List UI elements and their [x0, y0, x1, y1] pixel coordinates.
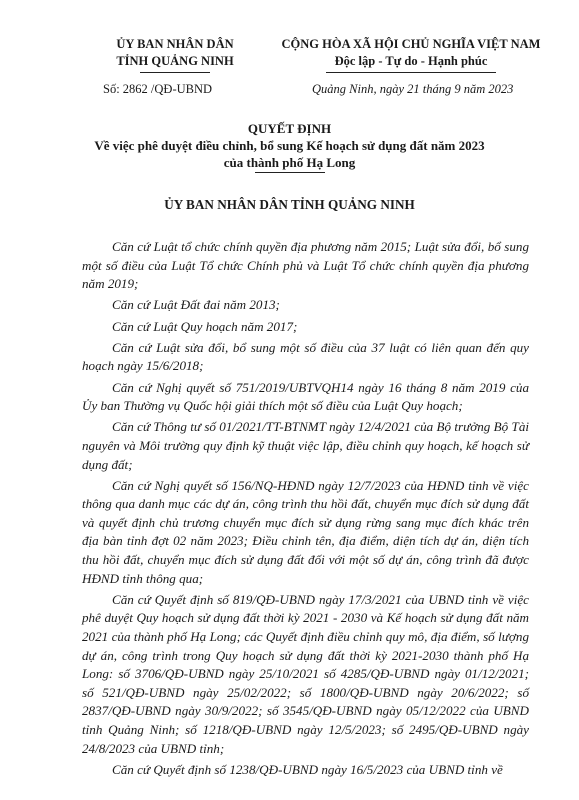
legal-basis-paragraph: Căn cứ Nghị quyết số 156/NQ-HĐND ngày 12/7/2023 của HĐND tỉnh về việc thông qua danh mục các dự án, công trình thu hồi đất, chuyển mục đích sử dụng đất và quyết định chủ trương chuyển mục đích sử dụng rừng sang mục đích khác trên địa bàn tỉnh đợt 02 năm 2023; Điều chỉnh tên, địa điểm, diện tích dự án, diện tích thu hồi đất, chuyển mục đích sử dụng đất đối với một số dự án, công trình đã được HĐND tỉnh thông qua; [82, 477, 529, 586]
legal-basis-paragraph: Căn cứ Quyết định số 1238/QĐ-UBND ngày 16/5/2023 của UBND tỉnh về [112, 761, 503, 777]
document-subject-line-1: Về việc phê duyệt điều chỉnh, bổ sung Kế hoạch sử dụng đất năm 2023 [94, 138, 485, 153]
issuer-line-1: ỦY BAN NHÂN DÂN [116, 37, 234, 51]
legal-basis-paragraph: Căn cứ Thông tư số 01/2021/TT-BTNMT ngày 12/4/2021 của Bộ trưởng Bộ Tài nguyên và Môi trường quy định kỹ thuật việc lập, điều chỉnh quy hoạch, kế hoạch sử dụng đất; [82, 419, 529, 472]
issuing-authority: ỦY BAN NHÂN DÂN TỈNH QUẢNG NINH [164, 197, 415, 212]
national-motto-block [262, 36, 560, 73]
issuer-underline [140, 72, 210, 73]
document-body [82, 238, 529, 782]
legal-basis-paragraph: Căn cứ Quyết định số 819/QĐ-UBND ngày 17/3/2021 của UBND tỉnh về việc phê duyệt Quy hoạch sử dụng đất thời kỳ 2021 - 2030 và Kế hoạch sử dụng đất năm 2021 của thành phố Hạ Long; các Quyết định điều chỉnh quy mô, địa điểm, số lượng dự án, công trình trong Quy hoạch sử dụng đất thời kỳ 2021-2030 thành phố Hạ Long: số 3706/QĐ-UBND ngày 25/10/2021 số 4285/QĐ-UBND ngày 01/12/2021; số 521/QĐ-UBND ngày 25/02/2022; số 1800/QĐ-UBND ngày 20/6/2022; số 2837/QĐ-UBND ngày 30/9/2022; số 3545/QĐ-UBND ngày 05/12/2022 của UBND tỉnh Quảng Ninh; số 1218/QĐ-UBND ngày 12/5/2023; số 2495/QĐ-UBND ngày 24/8/2023 của UBND tỉnh; [82, 591, 529, 756]
legal-basis-paragraph: Căn cứ Nghị quyết số 751/2019/UBTVQH14 ngày 16 tháng 8 năm 2019 của Ủy ban Thường vụ Quốc hội giải thích một số điều của Luật Quy hoạch; [82, 379, 529, 414]
document-number: Số: 2862 /QĐ-UBND [103, 82, 213, 96]
issuer-block [90, 36, 260, 73]
national-title: CỘNG HÒA XÃ HỘI CHỦ NGHĨA VIỆT NAM [281, 37, 541, 51]
legal-basis-paragraph: Căn cứ Luật Quy hoạch năm 2017; [112, 318, 298, 334]
document-subject-line-2-wrap [0, 155, 579, 173]
document-type: QUYẾT ĐỊNH [247, 121, 332, 136]
document-date: Quảng Ninh, ngày 21 tháng 9 năm 2023 [312, 82, 514, 96]
legal-basis-paragraph: Căn cứ Luật tổ chức chính quyền địa phương năm 2015; Luật sửa đổi, bổ sung một số điều của Luật Tổ chức Chính phủ và Luật Tổ chức chính quyền địa phương năm 2019; [82, 239, 529, 292]
issuer-line-2: TỈNH QUẢNG NINH [116, 54, 234, 68]
motto-underline [326, 72, 496, 73]
legal-basis-paragraph: Căn cứ Luật Đất đai năm 2013; [112, 297, 280, 313]
national-motto: Độc lập - Tự do - Hạnh phúc [334, 54, 488, 68]
legal-basis-paragraph: Căn cứ Luật sửa đổi, bổ sung một số điều của 37 luật có liên quan đến quy hoạch ngày 15/6/2018; [82, 339, 529, 374]
document-subject-line-2: của thành phố Hạ Long [223, 155, 356, 170]
subject-underline [255, 172, 325, 173]
